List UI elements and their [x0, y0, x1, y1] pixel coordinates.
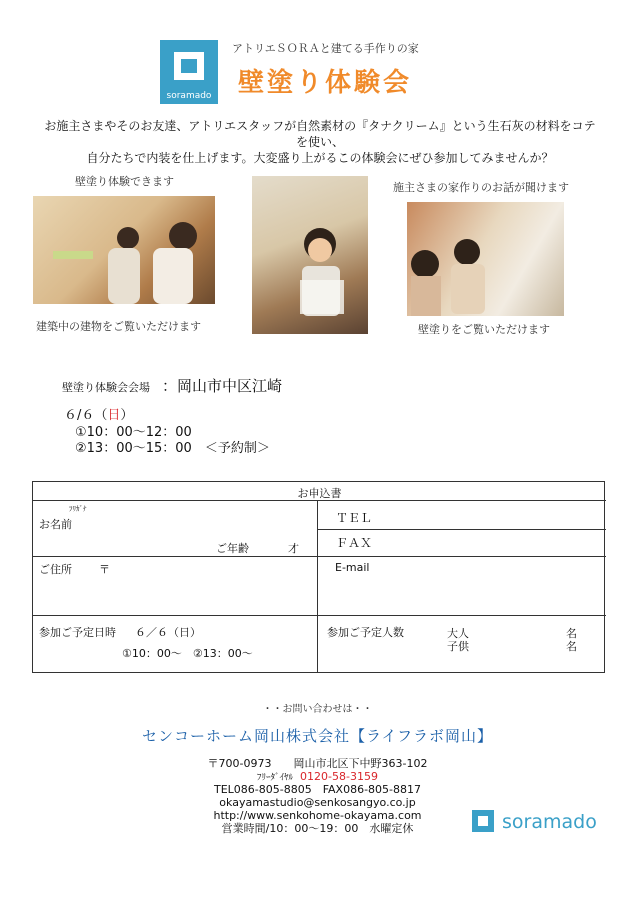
- date-label: 参加ご予定日時: [39, 626, 116, 639]
- date-value: ６／６（日）: [135, 626, 201, 639]
- contact-address: 〒700-0973 岡山市北区下中野363-102: [207, 757, 428, 770]
- divider: [317, 500, 318, 673]
- address-input[interactable]: [113, 558, 313, 613]
- divider: [317, 529, 606, 530]
- people-label: 参加ご予定人数: [327, 626, 404, 639]
- address-label: ご住所: [39, 563, 72, 576]
- photo-illustration: [252, 176, 368, 334]
- company-name: センコーホーム岡山株式会社【ライフラボ岡山】: [141, 727, 494, 745]
- time-slot-2: ②13：00～15：00 ＜予約制＞: [75, 441, 270, 456]
- venue-colon: ：: [162, 377, 178, 395]
- child-label: 子供: [447, 640, 469, 653]
- application-form: [32, 481, 605, 673]
- intro-text: [40, 118, 600, 166]
- email-label: E-mail: [335, 561, 370, 574]
- caption-bottom-right: 壁塗りをご覧いただけます: [418, 323, 550, 336]
- tel-label: ＴＥＬ: [336, 511, 373, 525]
- age-unit: 才: [288, 542, 299, 555]
- logo-text: soramado: [166, 91, 212, 101]
- time-options[interactable]: ①10：00～ ②13：00～: [122, 647, 253, 660]
- contact-email[interactable]: okayamastudio@senkosangyo.co.jp: [219, 796, 416, 809]
- soramado-logo: [160, 40, 218, 104]
- child-count-input[interactable]: [478, 637, 558, 650]
- photo-children-painting: [407, 202, 564, 316]
- caption-bottom-left: 建築中の建物をご覧いただけます: [36, 320, 201, 333]
- business-hours: 営業時間/10：00～19：00 水曜定休: [221, 822, 414, 835]
- footer-logo-text: soramado: [502, 811, 597, 833]
- contact-tel-fax: TEL086-805-8805 FAX086-805-8817: [213, 783, 422, 796]
- tel-input[interactable]: [373, 502, 603, 527]
- freedial-number[interactable]: 0120-58-3159: [300, 770, 378, 783]
- freedial-label: ﾌﾘｰﾀﾞｲﾔﾙ: [257, 773, 294, 783]
- photo-wall-painting-women: [33, 196, 215, 304]
- child-unit: 名: [566, 640, 577, 653]
- photo-illustration: [407, 202, 564, 316]
- date-day: 日: [107, 408, 121, 423]
- divider: [33, 556, 606, 557]
- photo-illustration: [33, 196, 215, 304]
- age-label: ご年齢: [216, 542, 249, 555]
- venue-label: 壁塗り体験会会場: [62, 381, 150, 394]
- form-header: お申込書: [297, 487, 342, 500]
- fax-input[interactable]: [373, 531, 603, 555]
- adult-label: 大人: [447, 627, 469, 640]
- date-prefix: ６/６（: [64, 408, 108, 423]
- caption-top-right: 施主さまの家作りのお話が聞けます: [393, 181, 569, 194]
- divider: [33, 500, 606, 501]
- photo-child-painting: [252, 176, 368, 334]
- contact-url[interactable]: http://www.senkohome-okayama.com: [213, 809, 422, 822]
- window-square-icon: [174, 52, 204, 80]
- venue-name: [162, 375, 282, 396]
- name-input[interactable]: [33, 502, 315, 557]
- intro-line-2: 自分たちで内装を仕上げます。大変盛り上がるこの体験会にぜひ参加してみませんか？: [86, 151, 554, 165]
- page-title: 壁塗り体験会: [238, 68, 413, 98]
- divider: [33, 615, 606, 616]
- footer-logo-icon: [472, 810, 494, 832]
- adult-unit: 名: [566, 627, 577, 640]
- email-input[interactable]: [378, 558, 603, 613]
- date-suffix: ）: [120, 408, 134, 423]
- furigana-label: ﾌﾘｶﾞﾅ: [69, 505, 87, 513]
- adult-count-input[interactable]: [478, 623, 558, 636]
- fax-label: ＦＡＸ: [336, 536, 373, 550]
- contact-heading: ・・お問い合わせは・・: [262, 704, 373, 715]
- name-label: お名前: [39, 518, 72, 531]
- header-subtitle: アトリエＳＯＲＡと建てる手作りの家: [232, 42, 419, 55]
- intro-line-1: お施主さまやそのお友達、アトリエスタッフが自然素材の『タナクリーム』という生石灰の材料をコテを使い、: [44, 119, 596, 149]
- venue-name-text: 岡山市中区江崎: [177, 377, 283, 395]
- postal-mark: 〒: [99, 563, 110, 576]
- time-slot-1: ①10：00～12：00: [75, 425, 192, 440]
- caption-top-left: 壁塗り体験できます: [75, 175, 174, 188]
